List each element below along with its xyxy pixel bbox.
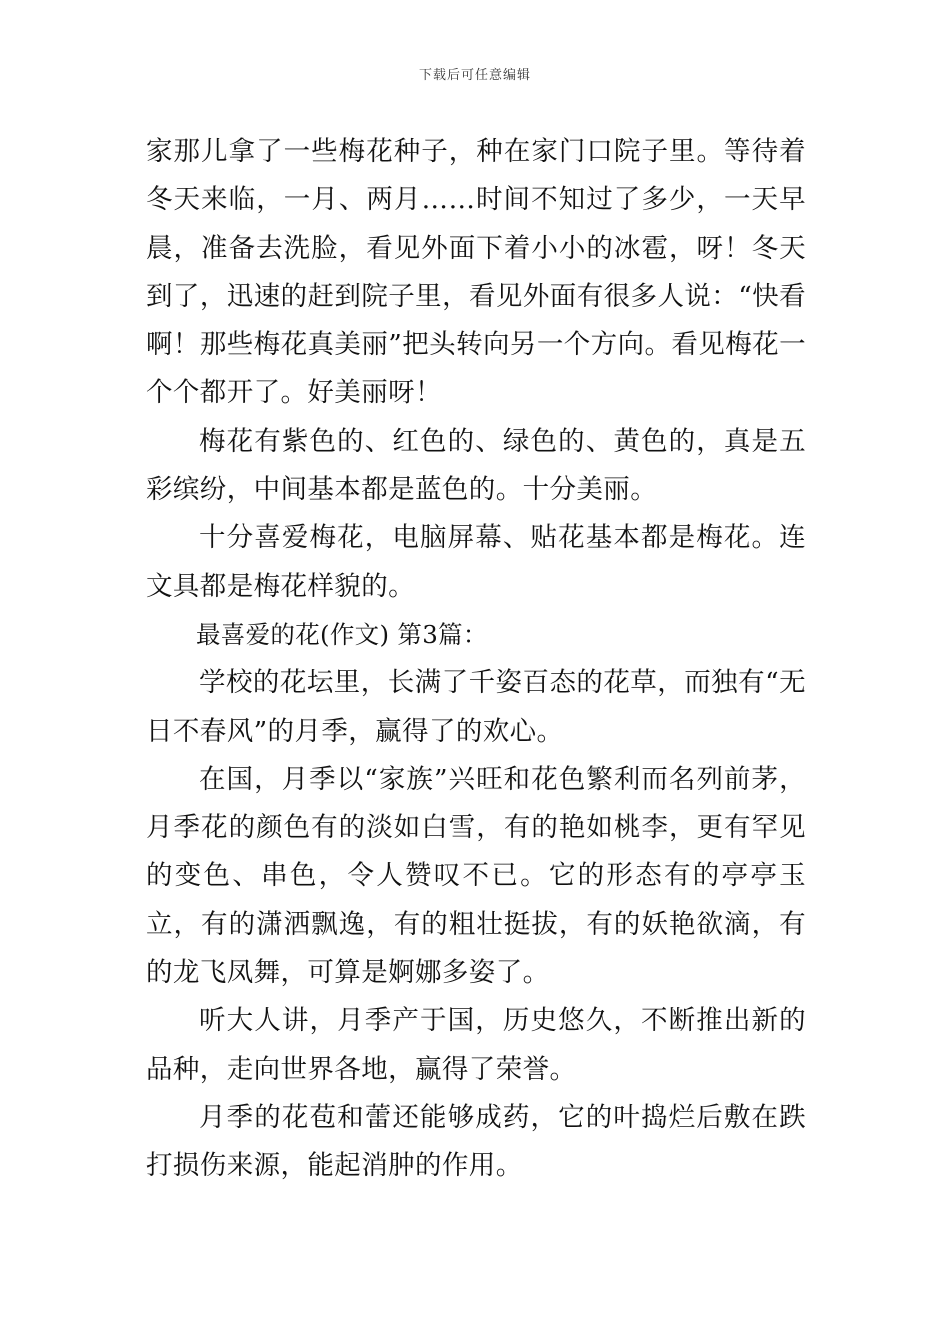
document-body <box>146 128 806 1191</box>
paragraph-rose-colors: 在国，月季以“家族”兴旺和花色繁利而名列前茅，月季花的颜色有的淡如白雪，有的艳如桃李，更有罕见的变色、串色，令人赞叹不已。它的形态有的亭亭玉立，有的潇洒飘逸，有的粗壮挺拔，有的妖艳欲滴，有的龙飞凤舞，可算是婀娜多姿了。 <box>146 763 806 989</box>
section-heading: 最喜爱的花(作文) 第3篇： <box>196 619 488 649</box>
paragraph-continuation: 家那儿拿了一些梅花种子，种在家门口院子里。等待着冬天来临，一月、两月……时间不知过了多少，一天早晨，准备去洗脸，看见外面下着小小的冰雹，呀！冬天到了，迅速的赶到院子里，看见外面有很多人说：“快看啊！那些梅花真美丽”把头转向另一个方向。看见梅花一个个都开了。好美丽呀！ <box>146 136 806 409</box>
paragraph-plum-colors: 梅花有紫色的、红色的、绿色的、黄色的，真是五彩缤纷，中间基本都是蓝色的。十分美丽。 <box>146 425 806 506</box>
page-header: 下载后可任意编辑 <box>418 68 531 83</box>
paragraph-rose-medicine: 月季的花苞和蕾还能够成药，它的叶捣烂后敷在跌打损伤来源，能起消肿的作用。 <box>146 1101 806 1182</box>
paragraph-plum-love: 十分喜爱梅花，电脑屏幕、贴花基本都是梅花。连文具都是梅花样貌的。 <box>146 522 806 602</box>
paragraph-rose-history: 听大人讲，月季产于国，历史悠久，不断推出新的品种，走向世界各地，赢得了荣誉。 <box>146 1005 806 1085</box>
paragraph-school-garden: 学校的花坛里，长满了千姿百态的花草，而独有“无日不春风”的月季，赢得了的欢心。 <box>146 667 806 747</box>
